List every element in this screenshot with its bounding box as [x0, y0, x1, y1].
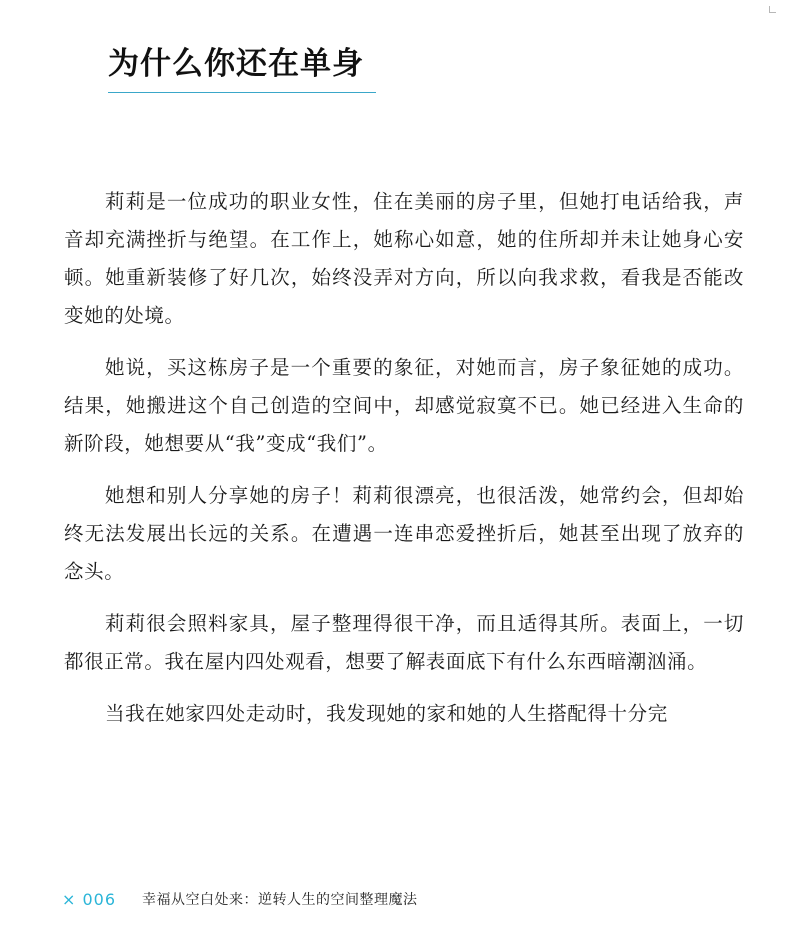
page-footer: [62, 887, 418, 911]
running-title: 幸福从空白处来：逆转人生的空间整理魔法: [142, 892, 418, 908]
paragraph: 她说，买这栋房子是一个重要的象征，对她而言，房子象征她的成功。结果，她搬进这个自己创造的空间中，却感觉寂寞不已。她已经进入生命的新阶段，她想要从“我”变成“我们”。: [64, 356, 744, 455]
paragraph: 当我在她家四处走动时，我发现她的家和她的人生搭配得十分完: [105, 702, 668, 725]
page-number: × 006: [62, 889, 117, 909]
chapter-title: 为什么你还在单身: [108, 46, 364, 82]
paragraph: 她想和别人分享她的房子！莉莉很漂亮，也很活泼，她常约会，但却始终无法发展出长远的关系。在遭遇一连串恋爱挫折后，她甚至出现了放弃的念头。: [64, 484, 744, 583]
title-underline: [108, 92, 376, 93]
paragraph: 莉莉是一位成功的职业女性，住在美丽的房子里，但她打电话给我，声音却充满挫折与绝望。在工作上，她称心如意，她的住所却并未让她身心安顿。她重新装修了好几次，始终没弄对方向，所以向我求救，看我是否能改变她的处境。: [64, 190, 744, 327]
paragraph: 莉莉很会照料家具，屋子整理得很干净，而且适得其所。表面上，一切都很正常。我在屋内四处观看，想要了解表面底下有什么东西暗潮汹涌。: [64, 612, 744, 673]
crop-mark: [769, 6, 776, 13]
body-text: [64, 183, 744, 747]
